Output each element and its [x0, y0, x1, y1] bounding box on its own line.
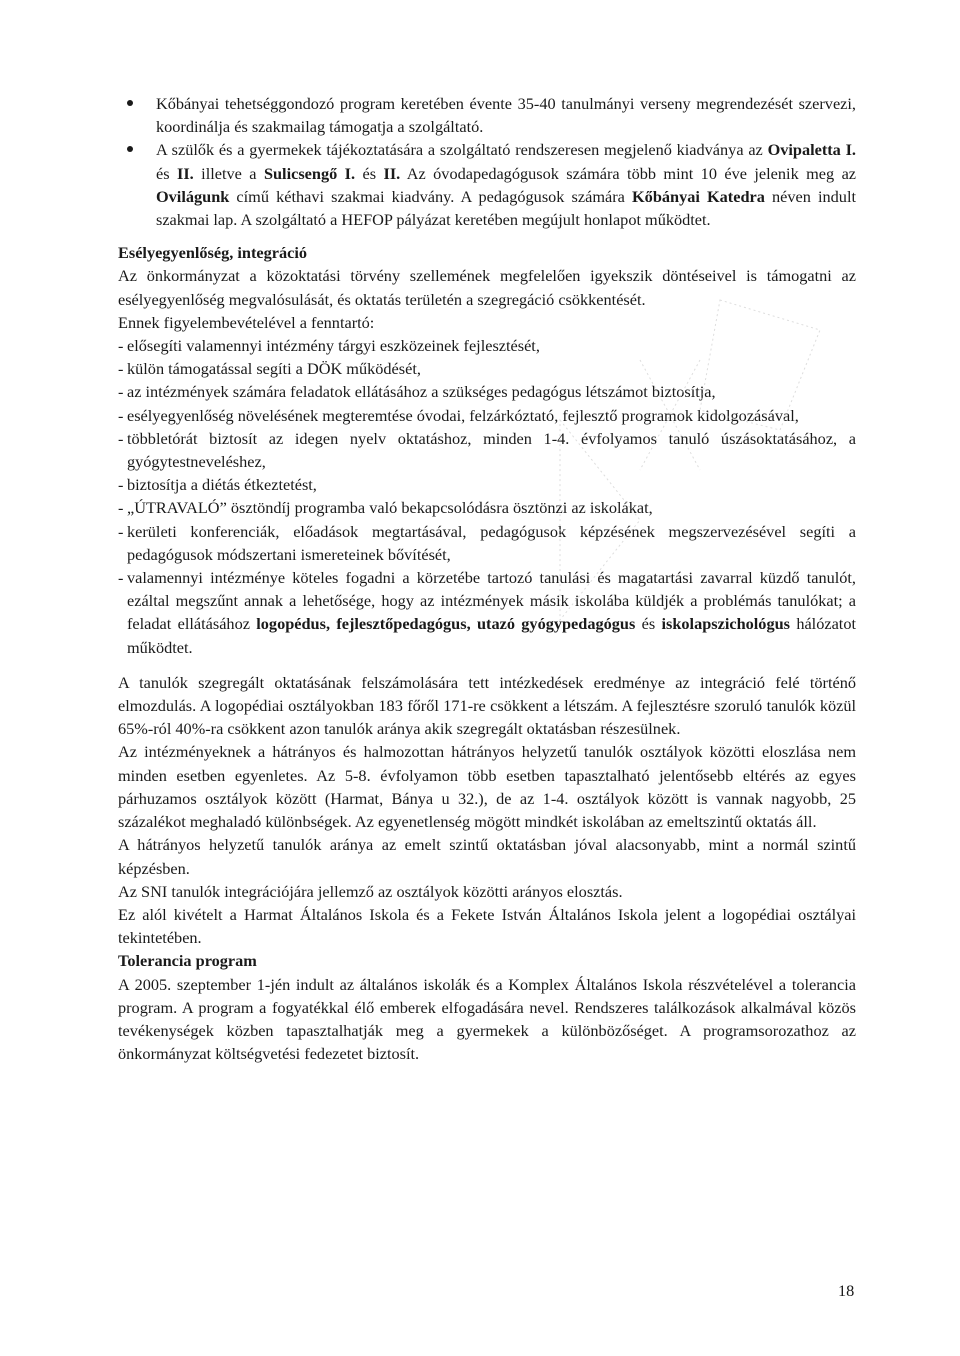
list-item-text: [127, 522, 856, 564]
text-run: Kőbányai tehetséggondozó program keretében évente 35-40 tanulmányi verseny megrendezését szervezi, koordinálja és szakmailag támogatja a szolgáltató.: [156, 94, 856, 137]
text-run: illetve a: [193, 163, 264, 183]
paragraph-emelt-szint: A hátrányos helyzetű tanulók aránya az emelt szintű oktatásban jóval alacsonyabb, mint a normál szintű képzésben.: [118, 835, 856, 878]
list-item-text: [127, 406, 799, 425]
list-item: [118, 520, 856, 566]
text-run: A szülők és a gyermekek tájékoztatására a szolgáltató rendszeresen megjelenő kiadványa az: [156, 140, 768, 160]
list-item: [118, 404, 856, 427]
dash-icon: -: [118, 475, 124, 495]
bold-text: Kőbányai Katedra: [632, 186, 765, 206]
bold-text: II.: [177, 163, 194, 183]
spacer: [118, 659, 856, 671]
list-item-text: [127, 359, 421, 378]
text-run: és: [156, 163, 177, 183]
bullet-text: [156, 140, 856, 229]
text-run: többletórát biztosít az idegen nyelv oktatáshoz, minden 1-4. évfolyamos tanuló úszásoktatásához, a gyógytestneveléshez,: [127, 428, 856, 472]
paragraph-tolerancia: A 2005. szeptember 1-jén indult az általános iskolák és a Komplex Általános Iskola részvételével a tolerancia program. A program a fogyatékkal élő emberek elfogadására nevel. Rendszeres találkozások alkalmával közös tevékenységek közben tapasztalhatják meg a gyermekek a különbözőséget. A programsorozathoz az önkormányzat költségvetési fedezetet biztosít.: [118, 974, 856, 1064]
list-item: [118, 427, 856, 473]
bold-text: iskolapszichológus: [661, 614, 790, 634]
list-item-text: [127, 382, 716, 401]
bold-text: Sulicsengő I.: [263, 163, 356, 183]
text-run: Az óvodapedagógusok számára több mint 10 éve jelenik meg az: [400, 163, 857, 183]
bold-text: logopédus, fejlesztőpedagógus, utazó gyógypedagógus: [256, 614, 636, 634]
text-run: valamennyi intézménye köteles fogadni a körzetébe tartozó tanulási és magatartási zavarral küzdő tanulót, ezáltal megszűnt annak a lehetősége, hogy az intézmények másik iskolába küldjék a problémás tanulókat; a feladat ellátásához: [127, 568, 856, 634]
document-body: [118, 92, 856, 1065]
paragraph-sni: Az SNI tanulók integrációjára jellemző az osztályok közötti arányos elosztás.: [118, 881, 623, 901]
dash-icon: -: [118, 405, 124, 425]
paragraph-kivetel: Ez alól kivételt a Harmat Általános Iskola és a Fekete István Általános Iskola jelent a logopédiai osztályai tekintetében.: [118, 904, 856, 948]
bullet-text: [156, 94, 856, 136]
dash-icon: -: [118, 336, 124, 356]
dash-icon: -: [118, 498, 124, 518]
text-run: kerületi konferenciák, előadások megtartásával, pedagógusok képzésének megszervezésével segíti a pedagógusok módszertani ismereteinek bővítését,: [127, 521, 856, 564]
intro-lead: Ennek figyelembevételével a fenntartó:: [118, 312, 375, 332]
page-number: 18: [838, 1281, 855, 1300]
bullet-item-kiadvanyok: [118, 138, 856, 231]
bold-text: Ovilágunk: [156, 186, 230, 206]
text-run: esélyegyenlőség növelésének megteremtése óvodai, felzárkóztató, fejlesztő programok kidolgozásával,: [127, 405, 799, 425]
fenntarto-list: [118, 334, 856, 659]
dash-icon: -: [118, 521, 124, 541]
text-run: és: [355, 163, 384, 183]
text-run: az intézmények számára feladatok ellátásához a szükséges pedagógus létszámot biztosítja,: [127, 382, 716, 402]
list-item-text: [127, 568, 856, 657]
bullet-item-tehetseggondozo: [118, 92, 856, 138]
list-item: [118, 473, 856, 496]
list-item: [118, 334, 856, 357]
text-run: biztosítja a diétás étkeztetést,: [127, 475, 317, 495]
list-item: [118, 566, 856, 659]
list-item-text: [127, 429, 856, 471]
bullet-icon: [127, 100, 133, 106]
dash-icon: -: [118, 428, 124, 448]
bold-text: Ovipaletta I.: [767, 140, 857, 160]
text-run: hálózatot működtet.: [127, 614, 856, 657]
text-run: című kéthavi szakmai kiadvány. A pedagógusok számára: [229, 186, 633, 206]
text-run: külön támogatással segíti a DÖK működését,: [127, 359, 421, 379]
list-item: [118, 380, 856, 403]
intro-paragraph: Az önkormányzat a közoktatási törvény szellemének megfelelően igyekszik döntéseivel is támogatni az esélyegyenlőség megvalósulását, és oktatás területén a szegregáció csökkentését.: [118, 266, 856, 309]
paragraph-integracio: A tanulók szegregált oktatásának felszámolására tett intézkedések eredménye az integráció felé történő elmozdulás. A logopédiai osztályokban 183 főről 171-re csökkent a létszám. A fejlesztésre szoruló tanulók közül 65%-ról 40%-ra csökkent azon tanulók aránya akik szegregált oktatásban részesülnek.: [118, 672, 856, 739]
list-item-text: [127, 475, 317, 494]
text-run: néven indult szakmai lap. A szolgáltató a HEFOP pályázat keretében megújult honlapot működtet.: [156, 186, 856, 230]
dash-icon: -: [118, 568, 124, 588]
text-run: és: [635, 614, 662, 634]
text-run: „ÚTRAVALÓ” ösztöndíj programba való bekapcsolódásra ösztönzi az iskolákat,: [127, 498, 653, 518]
section-heading-tolerancia: Tolerancia program: [118, 951, 257, 971]
bold-text: II.: [383, 163, 401, 183]
list-item: [118, 357, 856, 380]
list-item: [118, 496, 856, 519]
paragraph-eloszlas: Az intézményeknek a hátrányos és halmozottan hátrányos helyzetű tanulók osztályok közötti eloszlása nem minden esetben egyenletes. Az 5-8. évfolyamon több esetben tapasztalható jelentősebb eltérés az egyes párhuzamos osztályok között (Harmat, Bánya u 32.), de az 1-4. osztályok között is vannak nagyobb, 25 százalékot meghaladó különbségek. Az egyenetlenség mögött mindkét iskolában az emeltszintű oktatás áll.: [118, 742, 856, 832]
list-item-text: [127, 498, 653, 517]
section-heading-eselyegyenloseg: Esélyegyenlőség, integráció: [118, 243, 308, 263]
dash-icon: -: [118, 382, 124, 402]
list-item-text: [127, 336, 540, 355]
text-run: elősegíti valamennyi intézmény tárgyi eszközeinek fejlesztését,: [127, 336, 540, 356]
bullet-icon: [127, 146, 133, 152]
dash-icon: -: [118, 359, 124, 379]
bullet-list: [118, 92, 856, 231]
